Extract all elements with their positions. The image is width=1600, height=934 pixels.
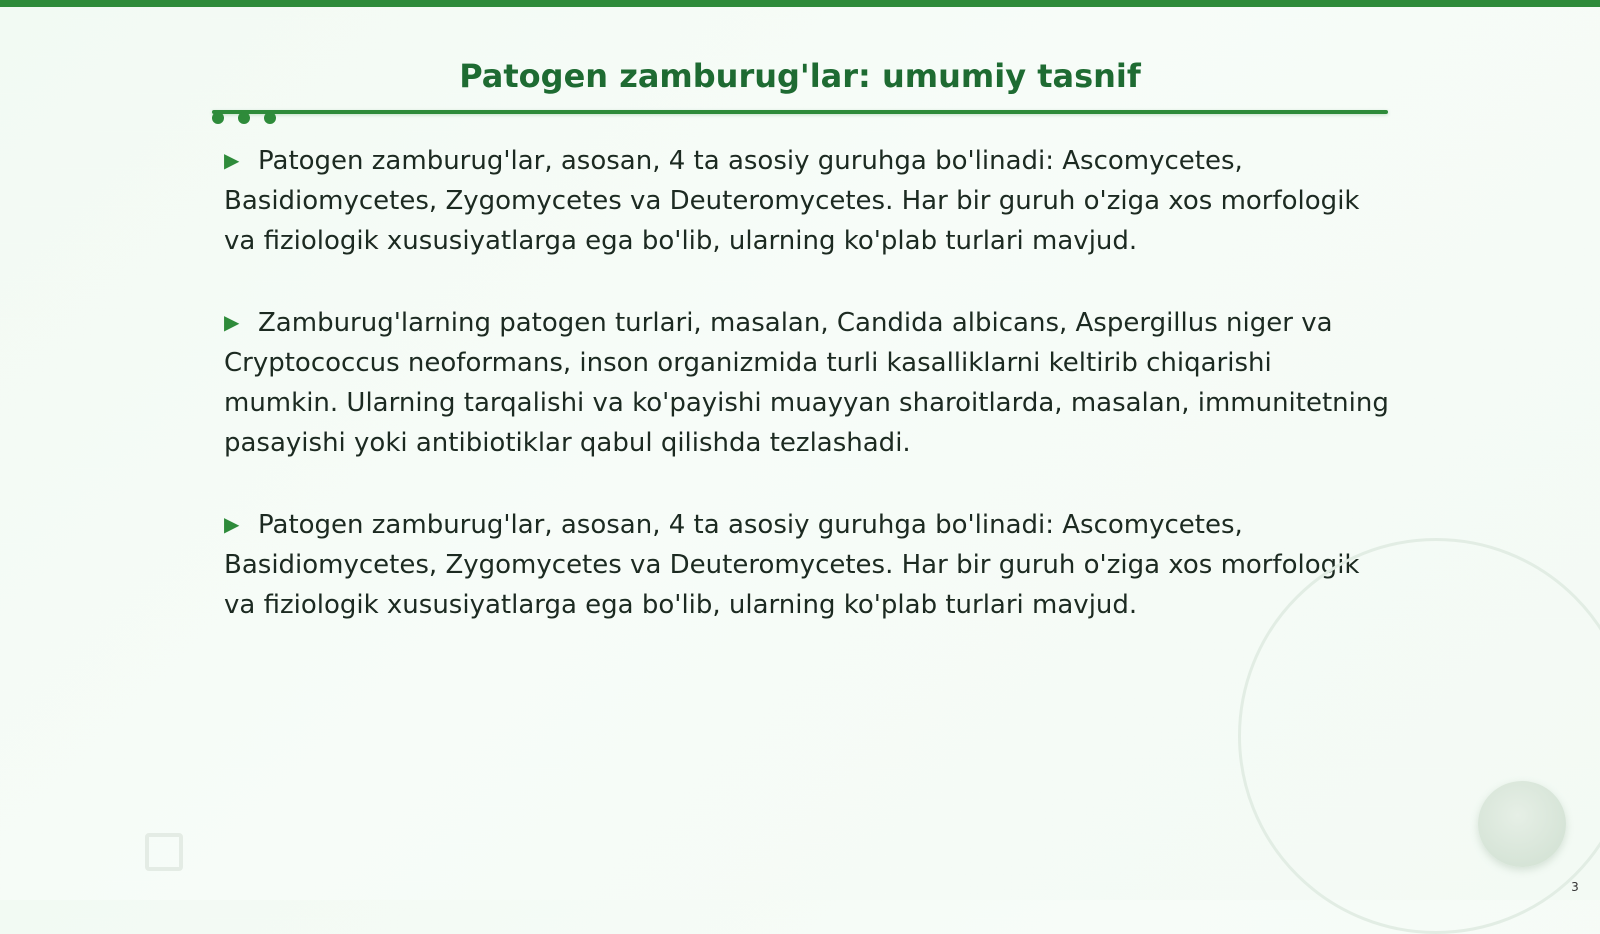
bullet-list <box>224 140 1394 666</box>
bullet-text: Patogen zamburug'lar, asosan, 4 ta asosiy guruhga bo'linadi: Ascomycetes, Basidiomycetes, Zygomycetes va Deuteromycetes. Har bir guruh o'ziga xos morfologik va fiziologik xususiyatlarga ega bo'lib, ularning ko'plab turlari mavjud. <box>224 146 1360 256</box>
top-accent-bar <box>0 0 1600 7</box>
bullet-item <box>224 302 1394 463</box>
triangle-right-icon: ▶ <box>224 310 240 334</box>
slide-title: Patogen zamburug'lar: umumiy tasnif <box>459 57 1141 95</box>
bullet-item <box>224 504 1394 625</box>
bullet-text: Patogen zamburug'lar, asosan, 4 ta asosiy guruhga bo'linadi: Ascomycetes, Basidiomycetes, Zygomycetes va Deuteromycetes. Har bir guruh o'ziga xos morfologik va fiziologik xususiyatlarga ega bo'lib, ularning ko'plab turlari mavjud. <box>224 510 1360 620</box>
bullet-item <box>224 140 1394 261</box>
bullet-text: Zamburug'larning patogen turlari, masalan, Candida albicans, Aspergillus niger va Cryptococcus neoformans, inson organizmida turli kasalliklarni keltirib chiqarishi mumkin. Ularning tarqalishi va ko'payishi muayyan sharoitlarda, masalan, immunitetning pasayishi yoki antibiotiklar qabul qilishda tezlashadi. <box>224 308 1389 458</box>
decorative-circle <box>1478 781 1566 867</box>
title-underline <box>212 110 1388 114</box>
decorative-dot <box>212 112 224 124</box>
decorative-square <box>145 833 183 871</box>
decorative-dot <box>238 112 250 124</box>
slide-number: 3 <box>1571 880 1579 894</box>
triangle-right-icon: ▶ <box>224 512 240 536</box>
triangle-right-icon: ▶ <box>224 148 240 172</box>
decorative-dot <box>264 112 276 124</box>
